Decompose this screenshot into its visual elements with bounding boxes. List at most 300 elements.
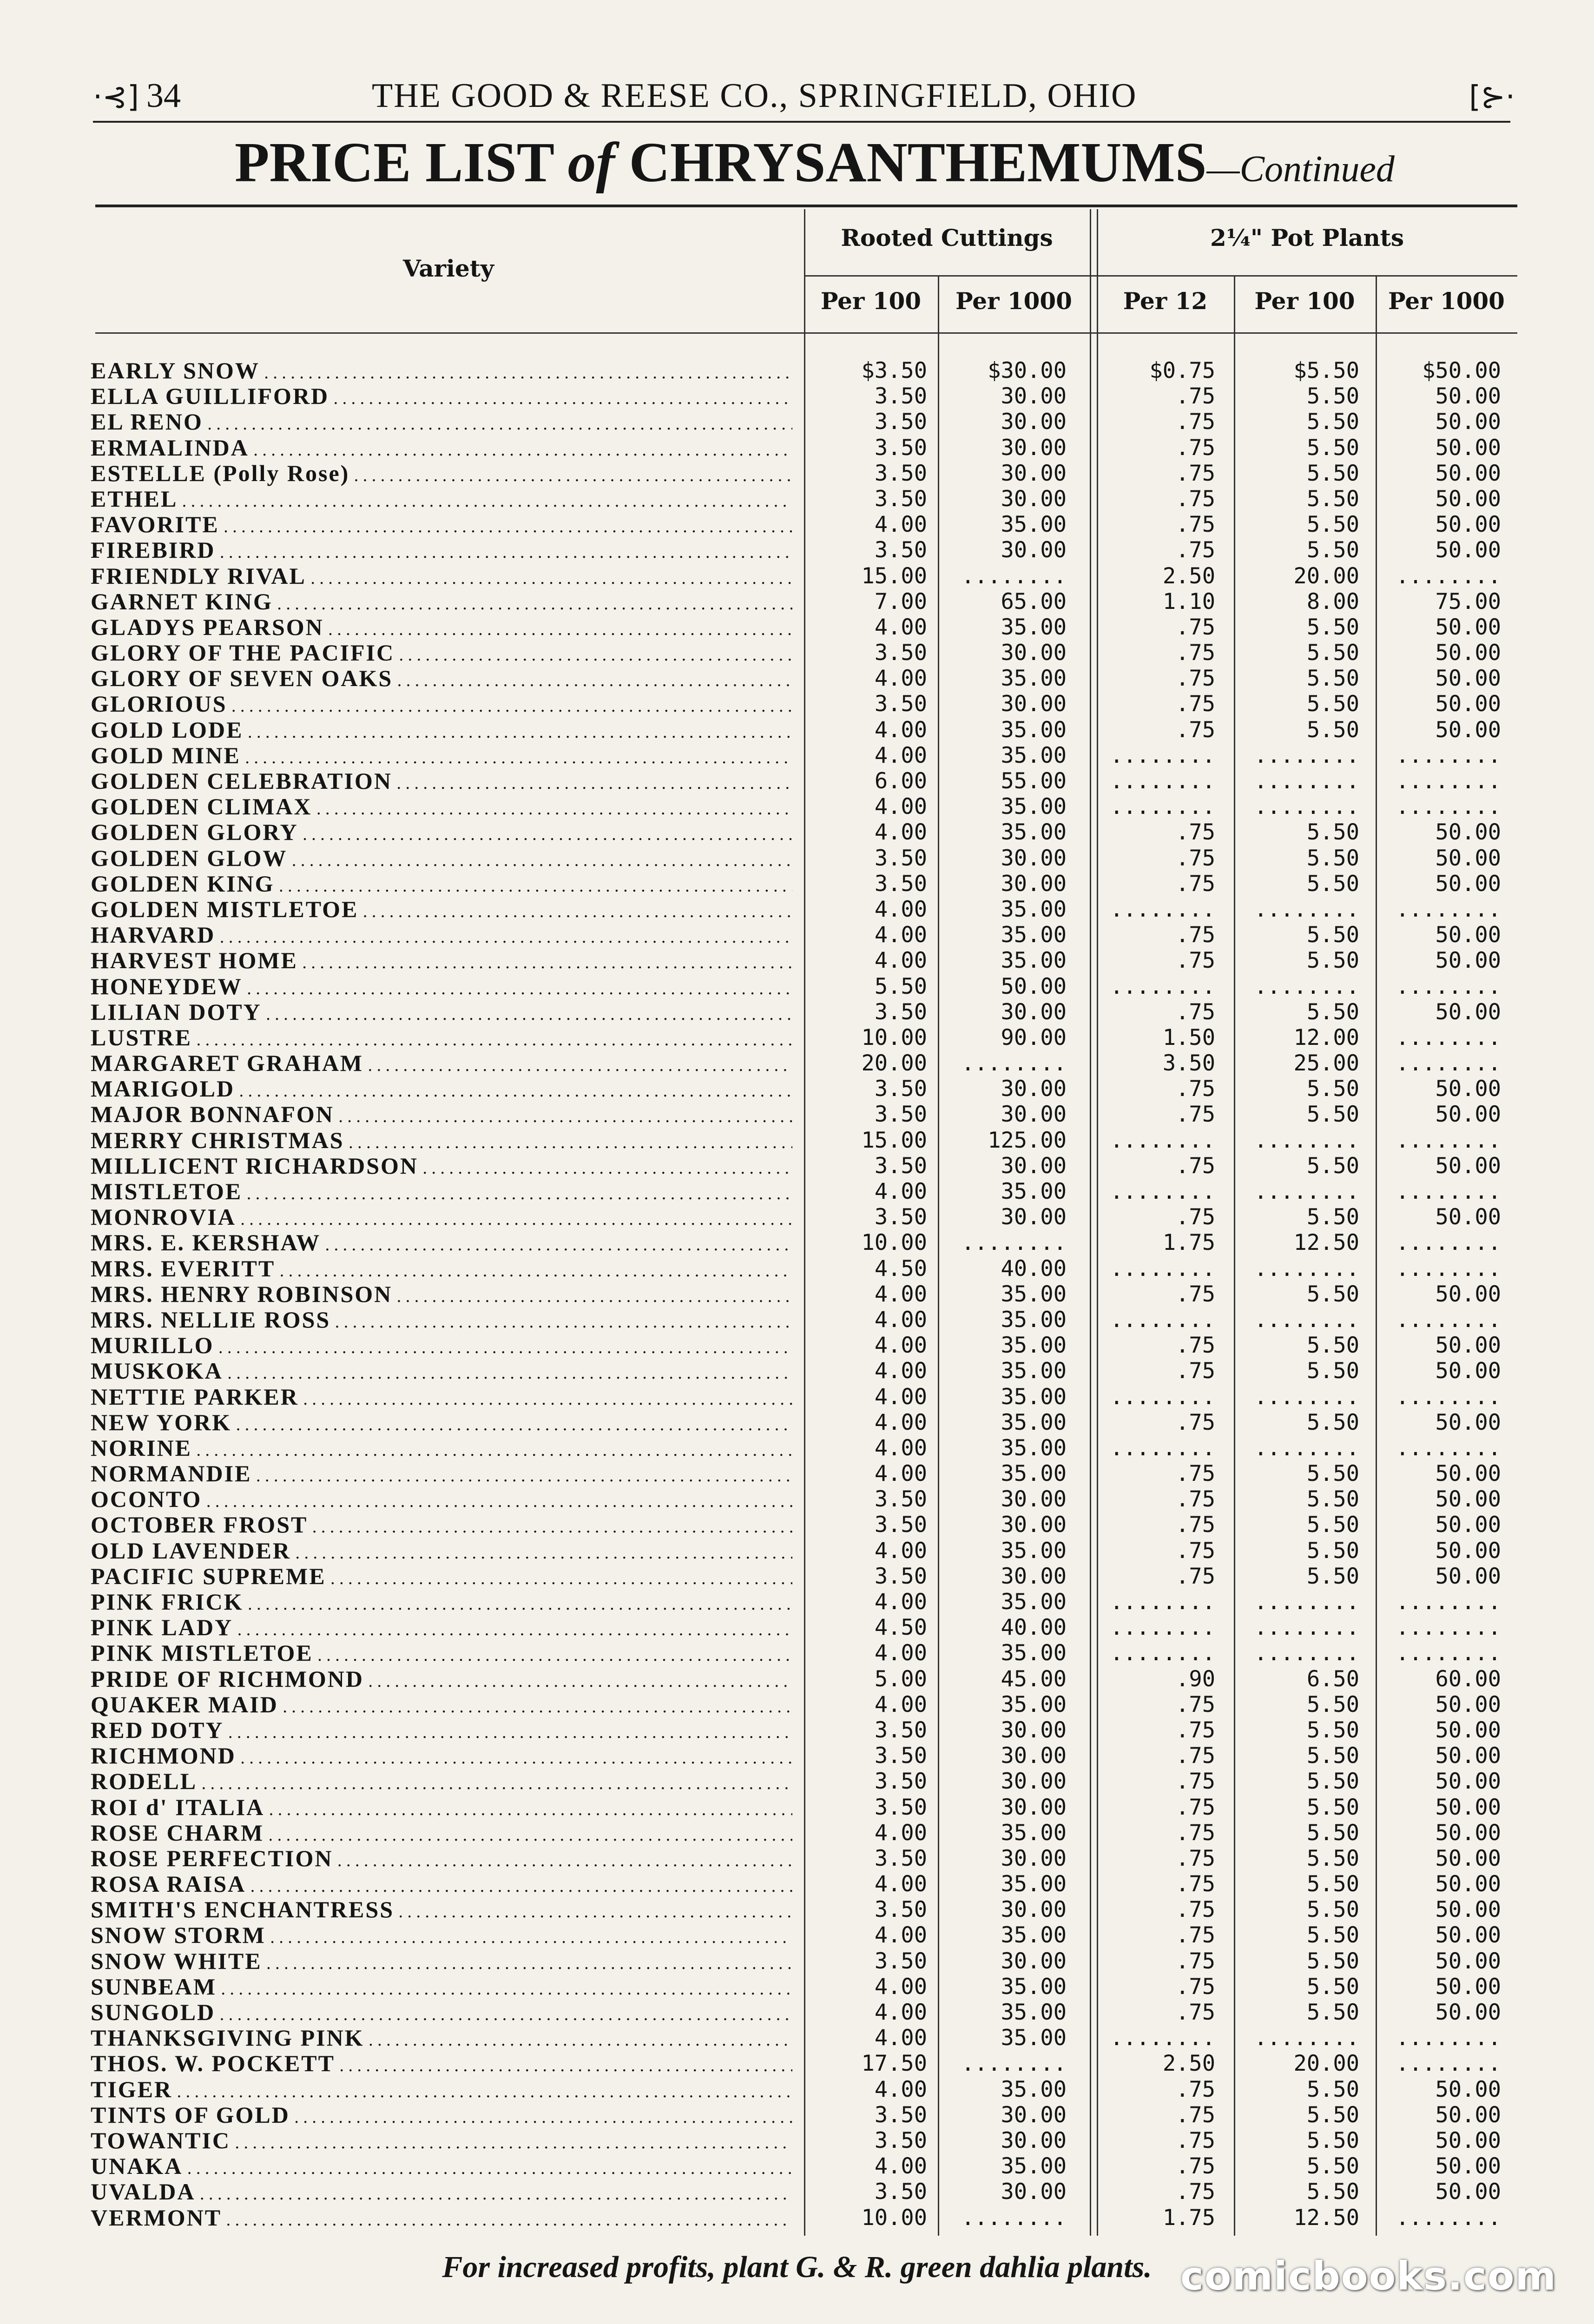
rc-per100-price: 4.00 <box>874 1691 927 1717</box>
pp-per100-price: 5.50 <box>1306 717 1359 743</box>
table-row <box>0 409 1594 435</box>
rc-per100-price: 4.00 <box>874 1435 927 1461</box>
right-ornament-icon: [⊱· <box>1469 80 1515 114</box>
pp-per12-price: ........ <box>1110 794 1215 820</box>
rc-per100-price: 3.50 <box>874 691 927 717</box>
pp-per100-price: 12.00 <box>1293 1024 1359 1050</box>
pp-per100-price: ........ <box>1254 973 1359 999</box>
variety-name: GOLDEN GLOW . . . <box>91 845 792 873</box>
rc-per1000-price: 35.00 <box>1001 1589 1067 1615</box>
pp-per12-price: .75 <box>1176 666 1215 692</box>
variety-name: SNOW WHITE . . . <box>91 1948 792 1976</box>
rc-per1000-price: 65.00 <box>1001 588 1067 614</box>
variety-name: EL RENO . . . <box>91 409 792 437</box>
variety-header: Variety <box>403 255 494 282</box>
pp-per12-price: 1.75 <box>1162 2205 1215 2231</box>
rc-per100-price: 3.50 <box>874 1794 927 1820</box>
rc-per1000-price: 35.00 <box>1001 1461 1067 1487</box>
pp-per12-price: .75 <box>1176 1512 1215 1538</box>
header-rule <box>95 332 1517 334</box>
pp-per100-price: $5.50 <box>1293 358 1359 383</box>
rc-per1000-price: 45.00 <box>1001 1666 1067 1692</box>
table-row <box>0 512 1594 537</box>
variety-name: UVALDA . . . <box>91 2179 792 2207</box>
pp-per12-price: .75 <box>1176 999 1215 1025</box>
variety-name: QUAKER MAID . . . <box>91 1692 792 1720</box>
pp-per12-price: .75 <box>1176 1974 1215 2000</box>
pp-per100-price: ........ <box>1254 1640 1359 1666</box>
rc-per100-price: 4.00 <box>874 1384 927 1410</box>
title-part3: CHRYSANTHEMUMS <box>615 131 1207 194</box>
rc-per100-price: 10.00 <box>861 1230 927 1256</box>
variety-name: ETHEL . . . <box>91 486 792 514</box>
pp-per1000-price: 50.00 <box>1435 1845 1501 1871</box>
pp-per100-price: 5.50 <box>1306 486 1359 512</box>
rc-per1000-price: 30.00 <box>1001 845 1067 871</box>
pp-per12-price: ........ <box>1110 973 1215 999</box>
table-row <box>0 1846 1594 1871</box>
pp-per12-price: .75 <box>1176 1461 1215 1487</box>
pp-per100-price: 6.50 <box>1306 1666 1359 1692</box>
rc-per100-price: 3.50 <box>874 486 927 512</box>
rc-per100-price: 3.50 <box>874 1204 927 1230</box>
variety-name: MRS. HENRY ROBINSON . . . <box>91 1281 792 1309</box>
rc-per100-price: 3.50 <box>874 537 927 563</box>
table-row <box>0 2051 1594 2076</box>
rc-per1000-price: 35.00 <box>1001 512 1067 538</box>
rc-per100-price: 3.50 <box>874 2179 927 2205</box>
table-row <box>0 768 1594 794</box>
rc-per1000-price: 35.00 <box>1001 1691 1067 1717</box>
running-header <box>93 70 1515 123</box>
variety-name: MRS. NELLIE ROSS . . . <box>91 1307 792 1335</box>
variety-name: MERRY CHRISTMAS . . . <box>91 1128 792 1155</box>
pp-per100-price: 5.50 <box>1306 1769 1359 1795</box>
table-row <box>0 1435 1594 1461</box>
pp-per100-price: 5.50 <box>1306 640 1359 666</box>
variety-name: GOLDEN CELEBRATION . . . <box>91 768 792 796</box>
variety-name: PRIDE OF RICHMOND . . . <box>91 1666 792 1694</box>
pp-per12-price: .75 <box>1176 1922 1215 1948</box>
variety-name: GOLDEN GLORY . . . <box>91 819 792 847</box>
rc-per100-price: 4.00 <box>874 1281 927 1307</box>
variety-name: TIGER . . . <box>91 2077 792 2105</box>
pp-per100-price: 5.50 <box>1306 1409 1359 1435</box>
rc-per100-price: 15.00 <box>861 1127 927 1153</box>
rc-per100-price: 5.50 <box>874 973 927 999</box>
rc-per100-price: 4.00 <box>874 742 927 768</box>
pp-per100-price: 5.50 <box>1306 1948 1359 1974</box>
pp-per12-price: ........ <box>1110 768 1215 794</box>
pp-per100-price: 5.50 <box>1306 1563 1359 1589</box>
variety-name: NETTIE PARKER . . . <box>91 1384 792 1412</box>
variety-name: PINK FRICK . . . <box>91 1589 792 1617</box>
pp-per12-price: .75 <box>1176 1871 1215 1897</box>
pp-per1000-price: ........ <box>1396 1640 1501 1666</box>
table-row <box>0 2025 1594 2051</box>
rc-per1000-price: 30.00 <box>1001 486 1067 512</box>
rc-per1000-price: 35.00 <box>1001 922 1067 948</box>
rc-per100-price: 3.50 <box>874 1512 927 1538</box>
pp-per100-price: 20.00 <box>1293 563 1359 589</box>
pp-per12-price: 3.50 <box>1162 1050 1215 1076</box>
pp-per12-price: .75 <box>1176 1845 1215 1871</box>
pp-per1000-price: 50.00 <box>1435 409 1501 435</box>
rc-per100-price: 3.50 <box>874 409 927 435</box>
rc-per1000-price: 35.00 <box>1001 1538 1067 1564</box>
rc-per100-price: 3.50 <box>874 871 927 897</box>
variety-name: PINK MISTLETOE . . . <box>91 1640 792 1668</box>
rc-per1000-price: 30.00 <box>1001 1153 1067 1179</box>
table-row <box>0 897 1594 922</box>
pp-per1000-price: ........ <box>1396 973 1501 999</box>
pp-per12-price: .75 <box>1176 819 1215 845</box>
table-row <box>0 1230 1594 1255</box>
table-row <box>0 691 1594 717</box>
rc-per1000-price: 30.00 <box>1001 1948 1067 1974</box>
pp-per12-price: .75 <box>1176 2102 1215 2128</box>
pp-per12-price: .75 <box>1176 948 1215 974</box>
pp-per12-price: .75 <box>1176 845 1215 871</box>
pp-per12-price: .75 <box>1176 717 1215 743</box>
pp-per12-price: .75 <box>1176 435 1215 461</box>
rc-per1000-price: 35.00 <box>1001 948 1067 974</box>
pp-per100-price: 5.50 <box>1306 1153 1359 1179</box>
rc-per1000-price: 35.00 <box>1001 1922 1067 1948</box>
table-row <box>0 1128 1594 1153</box>
rc-per1000-price: 30.00 <box>1001 1486 1067 1512</box>
rc-per1000-price: 35.00 <box>1001 717 1067 743</box>
pp-per100-price: 5.50 <box>1306 999 1359 1025</box>
table-row <box>0 871 1594 897</box>
rc-per1000-price: 30.00 <box>1001 1769 1067 1795</box>
pp-per12-price: ........ <box>1110 896 1215 922</box>
pp-per1000-price: 50.00 <box>1435 1204 1501 1230</box>
pp-per100-price: 5.50 <box>1306 1845 1359 1871</box>
rc-per1000-price: 30.00 <box>1001 1204 1067 1230</box>
rc-per1000-price: 30.00 <box>1001 1076 1067 1102</box>
pp-per12-price: .75 <box>1176 1538 1215 1564</box>
page-number: 34 <box>146 77 181 115</box>
pp-per1000-price: 50.00 <box>1435 1743 1501 1769</box>
pp-per1000-price: ........ <box>1396 1589 1501 1615</box>
pp-per1000-price: ........ <box>1396 1384 1501 1410</box>
table-row <box>0 1769 1594 1794</box>
variety-name: ROSA RAISA . . . <box>91 1871 792 1899</box>
pp-per100-price: 5.50 <box>1306 409 1359 435</box>
rc-per100-price: 3.50 <box>874 1743 927 1769</box>
pp-per1000-price: 50.00 <box>1435 819 1501 845</box>
variety-name: FRIENDLY RIVAL . . . <box>91 563 792 591</box>
table-row <box>0 1461 1594 1486</box>
rc-per100-price: 4.00 <box>874 1461 927 1487</box>
table-row <box>0 2153 1594 2179</box>
rc-per100-price: 4.00 <box>874 2153 927 2179</box>
variety-name: MONROVIA . . . <box>91 1204 792 1232</box>
rc-per1000-price: 35.00 <box>1001 2153 1067 2179</box>
page-title <box>235 130 1395 195</box>
pp-per100-price: 5.50 <box>1306 2153 1359 2179</box>
variety-name: VERMONT . . . <box>91 2205 792 2233</box>
pp-per100-price: 5.50 <box>1306 1871 1359 1897</box>
pp-per1000-price: 50.00 <box>1435 614 1501 640</box>
table-row <box>0 2000 1594 2025</box>
pp-per12-price: .75 <box>1176 512 1215 538</box>
variety-name: MRS. E. KERSHAW . . . <box>91 1230 792 1258</box>
rc-per100-price: 4.00 <box>874 794 927 820</box>
table-row <box>0 1179 1594 1204</box>
variety-name: EARLY SNOW . . . <box>91 358 792 386</box>
pp-per12-price: .75 <box>1176 1409 1215 1435</box>
rc-per1000-price: 35.00 <box>1001 742 1067 768</box>
variety-name: MARIGOLD . . . <box>91 1076 792 1104</box>
pp-per1000-price: 50.00 <box>1435 1512 1501 1538</box>
pp-per100-price: 5.50 <box>1306 383 1359 409</box>
rc-per1000-price: 35.00 <box>1001 1333 1067 1359</box>
price-table-body <box>0 358 1594 2231</box>
pp-per1000-price: ........ <box>1396 2205 1501 2231</box>
table-row <box>0 2205 1594 2231</box>
pp-per1000-price: ........ <box>1396 1050 1501 1076</box>
pp-per100-price: 5.50 <box>1306 2102 1359 2128</box>
rc-per1000-price: 30.00 <box>1001 460 1067 486</box>
variety-name: HARVEST HOME . . . <box>91 948 792 976</box>
rc-per100-price: 3.50 <box>874 1717 927 1743</box>
variety-name: MURILLO . . . <box>91 1333 792 1360</box>
variety-name: TINTS OF GOLD . . . <box>91 2102 792 2130</box>
watermark: comicbooks.com <box>1180 2253 1557 2299</box>
pp-per100-price: 5.50 <box>1306 1358 1359 1384</box>
rc-per100-price: 4.00 <box>874 717 927 743</box>
top-rule <box>95 205 1517 207</box>
pp-per12-price: .75 <box>1176 409 1215 435</box>
variety-name: SUNBEAM . . . <box>91 1974 792 2002</box>
rc-per1000-header: Per 1000 <box>955 287 1072 315</box>
pp-per1000-price: 50.00 <box>1435 999 1501 1025</box>
table-row <box>0 435 1594 461</box>
pp-per1000-price: 50.00 <box>1435 1538 1501 1564</box>
variety-name: RODELL . . . <box>91 1769 792 1796</box>
pp-per12-price: .75 <box>1176 1102 1215 1128</box>
rc-per1000-price: 30.00 <box>1001 1512 1067 1538</box>
pp-per12-price: .75 <box>1176 383 1215 409</box>
rc-per1000-price: 35.00 <box>1001 2000 1067 2025</box>
pp-per1000-price: 50.00 <box>1435 1769 1501 1795</box>
rc-per100-price: 3.50 <box>874 435 927 461</box>
pp-per100-price: ........ <box>1254 1589 1359 1615</box>
rc-per1000-price: 55.00 <box>1001 768 1067 794</box>
rc-per100-price: 3.50 <box>874 2102 927 2128</box>
rc-per1000-price: 35.00 <box>1001 1820 1067 1846</box>
rc-per100-price: 3.50 <box>874 1897 927 1923</box>
pp-per1000-price: 50.00 <box>1435 2179 1501 2205</box>
variety-name: MISTLETOE . . . <box>91 1179 792 1207</box>
pp-per100-price: 5.50 <box>1306 460 1359 486</box>
pp-per1000-price: 50.00 <box>1435 460 1501 486</box>
variety-name: HARVARD . . . <box>91 922 792 950</box>
rc-per100-price: 4.00 <box>874 1307 927 1333</box>
rc-per100-price: 4.00 <box>874 948 927 974</box>
pp-per12-price: ........ <box>1110 1255 1215 1281</box>
pp-per1000-price: 50.00 <box>1435 948 1501 974</box>
table-row <box>0 794 1594 819</box>
rc-per100-price: 3.50 <box>874 1153 927 1179</box>
pp-per100-price: 5.50 <box>1306 1486 1359 1512</box>
rc-per100-price: 4.50 <box>874 1255 927 1281</box>
variety-name: MRS. EVERITT . . . <box>91 1256 792 1284</box>
pp-per12-price: .75 <box>1176 1794 1215 1820</box>
pp-per100-price: 5.50 <box>1306 1691 1359 1717</box>
rc-per100-price: 4.00 <box>874 1358 927 1384</box>
rc-per100-price: 4.00 <box>874 1333 927 1359</box>
variety-name: FIREBIRD . . . <box>91 537 792 565</box>
pp-per1000-price: 50.00 <box>1435 717 1501 743</box>
pp-per100-price: 5.50 <box>1306 1512 1359 1538</box>
table-row <box>0 1589 1594 1615</box>
title-part1: PRICE LIST <box>235 131 568 194</box>
pp-per1000-price: ........ <box>1396 1127 1501 1153</box>
pp-per100-price: 5.50 <box>1306 1897 1359 1923</box>
pp-per100-price: ........ <box>1254 794 1359 820</box>
variety-name: ROI d' ITALIA . . . <box>91 1795 792 1822</box>
pp-per1000-price: 50.00 <box>1435 1922 1501 1948</box>
pp-per100-price: ........ <box>1254 1384 1359 1410</box>
table-row <box>0 1204 1594 1230</box>
pp-per1000-price: 50.00 <box>1435 486 1501 512</box>
rc-per1000-price: 35.00 <box>1001 896 1067 922</box>
table-row <box>0 666 1594 691</box>
table-row <box>0 1358 1594 1384</box>
table-row <box>0 1512 1594 1538</box>
pp-per1000-price: 50.00 <box>1435 537 1501 563</box>
pp-per1000-price: 50.00 <box>1435 2000 1501 2025</box>
pp-per1000-price: 50.00 <box>1435 666 1501 692</box>
pp-per1000-price: 50.00 <box>1435 2102 1501 2128</box>
rc-per100-price: 7.00 <box>874 588 927 614</box>
pp-per100-price: ........ <box>1254 1127 1359 1153</box>
pp-per1000-price: 50.00 <box>1435 922 1501 948</box>
rc-per100-price: 4.00 <box>874 1179 927 1204</box>
pp-per100-price: 20.00 <box>1293 2051 1359 2077</box>
table-row <box>0 461 1594 486</box>
pp-per1000-price: ........ <box>1396 2051 1501 2077</box>
pp-per100-price: 5.50 <box>1306 1538 1359 1564</box>
pp-per100-price: 5.50 <box>1306 691 1359 717</box>
pp-per100-price: 5.50 <box>1306 1922 1359 1948</box>
pp-per100-price: 8.00 <box>1306 588 1359 614</box>
pp-per12-price: .75 <box>1176 1897 1215 1923</box>
rc-per1000-price: 30.00 <box>1001 640 1067 666</box>
rc-per100-price: 3.50 <box>874 1563 927 1589</box>
rc-per1000-price: 30.00 <box>1001 1102 1067 1128</box>
pp-per1000-price: ........ <box>1396 1435 1501 1461</box>
rc-per100-price: 3.50 <box>874 1845 927 1871</box>
rc-per1000-price: 35.00 <box>1001 1871 1067 1897</box>
table-row <box>0 1871 1594 1897</box>
pp-per100-price: 5.50 <box>1306 1461 1359 1487</box>
variety-name: GLADYS PEARSON . . . <box>91 614 792 642</box>
pp-per100-price: 5.50 <box>1306 666 1359 692</box>
rc-per1000-price: 35.00 <box>1001 1974 1067 2000</box>
pp-per100-price: 5.50 <box>1306 1333 1359 1359</box>
rc-per1000-price: ........ <box>961 2051 1067 2077</box>
pp-per1000-price: 50.00 <box>1435 1897 1501 1923</box>
pp-per1000-price: 50.00 <box>1435 1691 1501 1717</box>
pp-per12-price: ........ <box>1110 1615 1215 1641</box>
pp-per12-price: 1.75 <box>1162 1230 1215 1256</box>
pp-per1000-price: ........ <box>1396 1255 1501 1281</box>
variety-name: ESTELLE (Polly Rose) . . . <box>91 461 792 489</box>
variety-name: GOLDEN CLIMAX . . . <box>91 794 792 822</box>
pp-per12-price: ........ <box>1110 1179 1215 1204</box>
rc-per100-header: Per 100 <box>820 287 922 315</box>
rc-per1000-price: 30.00 <box>1001 871 1067 897</box>
footer-note: For increased profits, plant G. & R. green dahlia plants. <box>442 2250 1152 2284</box>
rc-per100-price: 3.50 <box>874 1486 927 1512</box>
variety-name: RED DOTY . . . <box>91 1717 792 1745</box>
pp-per100-price: 5.50 <box>1306 922 1359 948</box>
pp-per100-price: 5.50 <box>1306 2000 1359 2025</box>
pp-per1000-price: 50.00 <box>1435 1563 1501 1589</box>
pp-per12-price: 2.50 <box>1162 563 1215 589</box>
table-row <box>0 1025 1594 1050</box>
pp-per1000-price: ........ <box>1396 1179 1501 1204</box>
pp-per100-price: ........ <box>1254 2025 1359 2051</box>
rc-per100-price: 4.00 <box>874 1589 927 1615</box>
pp-per1000-price: 50.00 <box>1435 383 1501 409</box>
rc-per100-price: 3.50 <box>874 1948 927 1974</box>
variety-name: PINK LADY . . . <box>91 1615 792 1643</box>
rc-per100-price: 4.00 <box>874 922 927 948</box>
pp-per100-price: 25.00 <box>1293 1050 1359 1076</box>
pp-per12-price: .75 <box>1176 1333 1215 1359</box>
pp-per1000-price: $50.00 <box>1422 358 1501 383</box>
rc-per1000-price: 50.00 <box>1001 973 1067 999</box>
pp-per1000-price: 50.00 <box>1435 2153 1501 2179</box>
pp-per12-price: ........ <box>1110 2025 1215 2051</box>
table-row <box>0 1948 1594 1974</box>
variety-name: NEW YORK . . . <box>91 1410 792 1438</box>
pp-per12-price: ........ <box>1110 1589 1215 1615</box>
rc-per1000-price: 30.00 <box>1001 999 1067 1025</box>
pp-per100-price: ........ <box>1254 1179 1359 1204</box>
rc-per100-price: 4.00 <box>874 666 927 692</box>
title-part2: of <box>567 131 615 194</box>
pp-per100-price: ........ <box>1254 768 1359 794</box>
variety-name: LILIAN DOTY . . . <box>91 999 792 1027</box>
pp-per12-price: .75 <box>1176 537 1215 563</box>
table-row <box>0 1307 1594 1333</box>
variety-name: THOS. W. POCKETT . . . <box>91 2051 792 2079</box>
variety-name: ROSE PERFECTION . . . <box>91 1846 792 1874</box>
table-row <box>0 1538 1594 1564</box>
pp-per1000-price: ........ <box>1396 1024 1501 1050</box>
table-row <box>0 2102 1594 2128</box>
table-row <box>0 2179 1594 2205</box>
pp-per12-price: ........ <box>1110 1435 1215 1461</box>
rc-per1000-price: 125.00 <box>988 1127 1067 1153</box>
rc-per100-price: 20.00 <box>861 1050 927 1076</box>
table-row <box>0 743 1594 768</box>
variety-name: GOLD LODE . . . <box>91 717 792 745</box>
variety-name: GLORY OF SEVEN OAKS . . . <box>91 666 792 693</box>
rc-per1000-price: 35.00 <box>1001 666 1067 692</box>
variety-name: SUNGOLD . . . <box>91 2000 792 2027</box>
table-row <box>0 537 1594 563</box>
pp-per1000-price: ........ <box>1396 794 1501 820</box>
rc-per100-price: 4.00 <box>874 512 927 538</box>
pp-per1000-price: 50.00 <box>1435 1794 1501 1820</box>
